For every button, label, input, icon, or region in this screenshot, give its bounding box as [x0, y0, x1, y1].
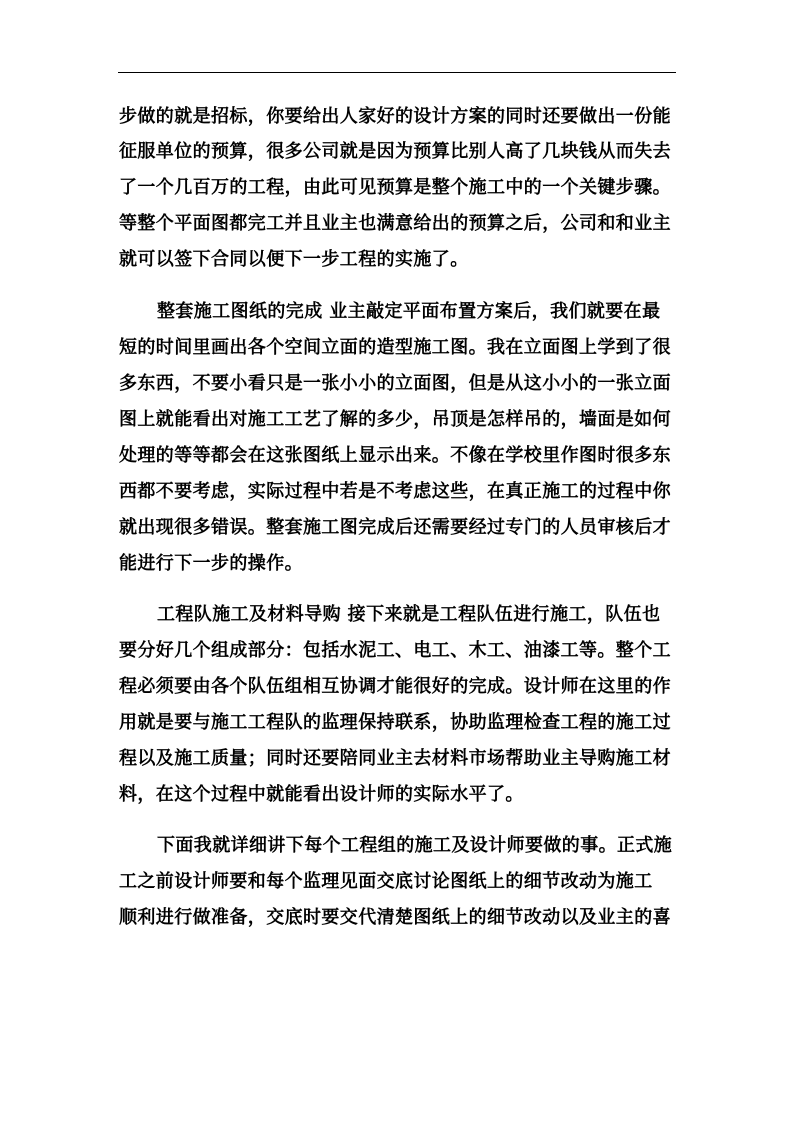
text-line: 能进行下一步的操作。: [119, 553, 303, 574]
text-line: 顺利进行做准备，交底时要交代清楚图纸上的细节改动以及业主的喜: [119, 907, 671, 928]
text-line: 就可以签下合同以便下一步工程的实施了。: [119, 249, 469, 270]
text-line: 征服单位的预算，很多公司就是因为预算比别人高了几块钱从而失去: [119, 141, 671, 162]
text-line: 西都不要考虑，实际过程中若是不考虑这些，在真正施工的过程中你: [119, 481, 671, 502]
text-line: 工之前设计师要和每个监理见面交底讨论图纸上的细节改动为施工: [119, 871, 653, 892]
header-rule: [118, 72, 676, 73]
text-line: 处理的等等都会在这张图纸上显示出来。不像在学校里作图时很多东: [119, 445, 671, 466]
text-line: 要分好几个组成部分：包括水泥工、电工、木工、油漆工等。整个工: [119, 640, 671, 661]
text-line: 就出现很多错误。整套施工图完成后还需要经过专门的人员审核后才: [119, 517, 671, 538]
text-line: 等整个平面图都完工并且业主也满意给出的预算之后，公司和和业主: [119, 213, 671, 234]
text-line: 下面我就详细讲下每个工程组的施工及设计师要做的事。正式施: [157, 835, 673, 856]
text-line: 了一个几百万的工程，由此可见预算是整个施工中的一个关键步骤。: [119, 177, 671, 198]
text-line: 短的时间里画出各个空间立面的造型施工图。我在立面图上学到了很: [119, 337, 671, 358]
text-line: 步做的就是招标，你要给出人家好的设计方案的同时还要做出一份能: [119, 106, 671, 127]
text-line: 多东西，不要小看只是一张小小的立面图，但是从这小小的一张立面: [119, 373, 671, 394]
text-line: 图上就能看出对施工工艺了解的多少，吊顶是怎样吊的，墙面是如何: [119, 409, 671, 430]
text-line: 料，在这个过程中就能看出设计师的实际水平了。: [119, 784, 524, 805]
text-line: 程必须要由各个队伍组相互协调才能很好的完成。设计师在这里的作: [119, 676, 671, 697]
text-line: 工程队施工及材料导购 接下来就是工程队伍进行施工，队伍也: [157, 604, 661, 625]
text-line: 用就是要与施工工程队的监理保持联系，协助监理检查工程的施工过: [119, 712, 671, 733]
text-line: 程以及施工质量；同时还要陪同业主去材料市场帮助业主导购施工材: [119, 748, 671, 769]
text-line: 整套施工图纸的完成 业主敲定平面布置方案后，我们就要在最: [157, 301, 661, 322]
